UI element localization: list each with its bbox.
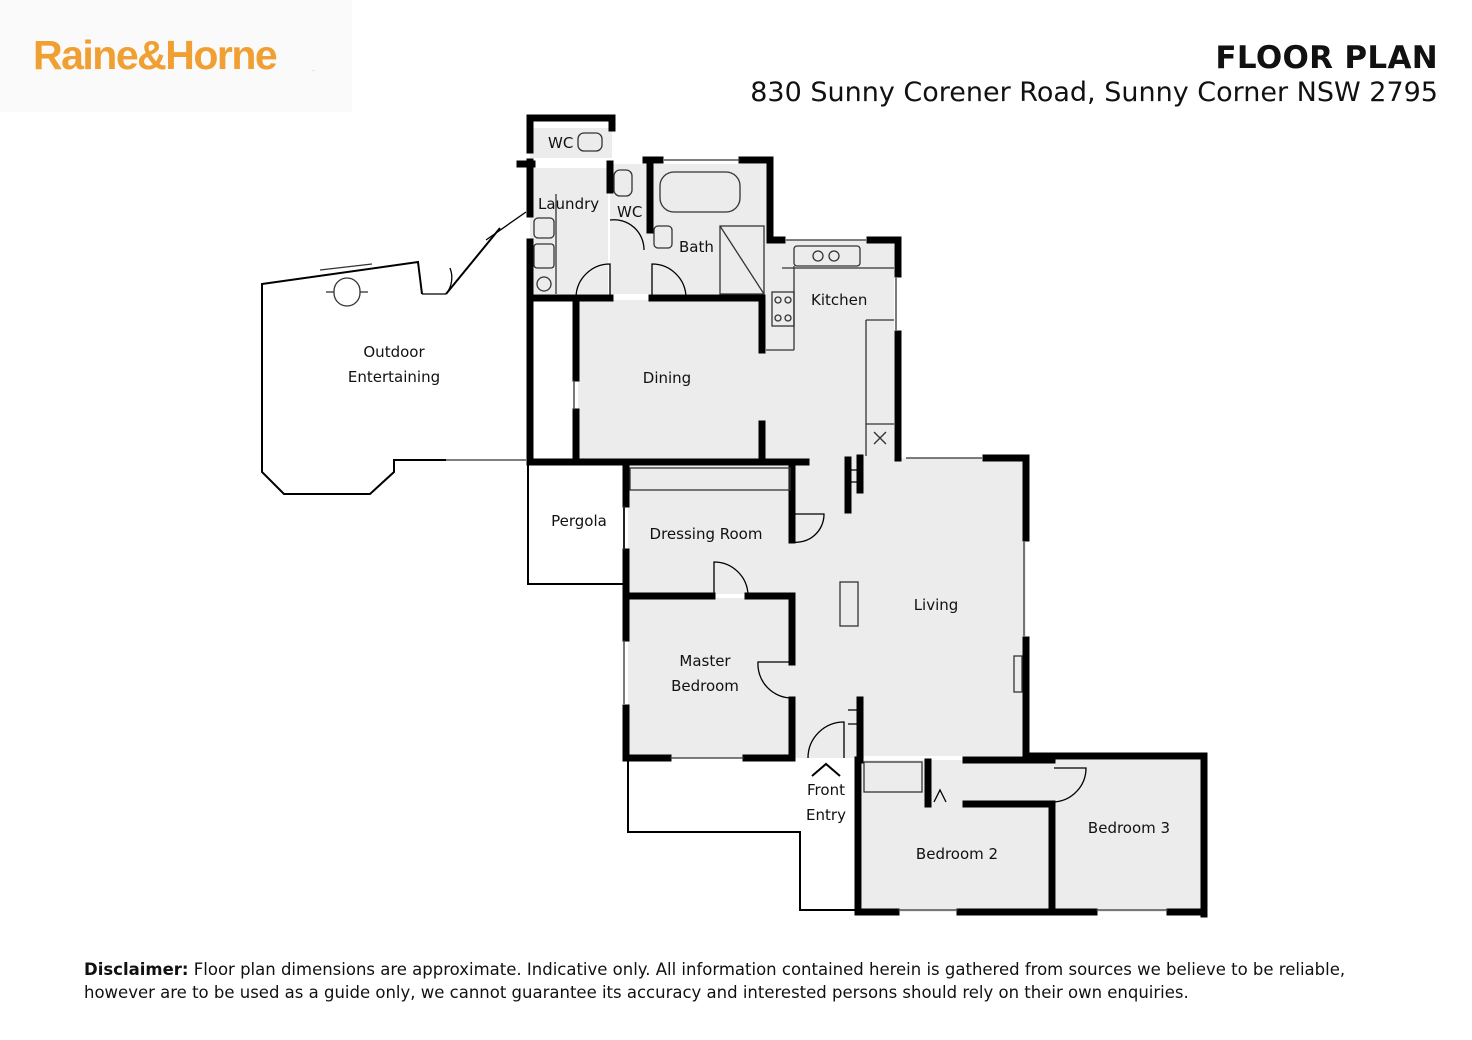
door-outdoor: [422, 268, 452, 294]
label-front-line2: Entry: [806, 806, 846, 824]
disclaimer-label: Disclaimer:: [84, 960, 189, 979]
label-dressing-room: Dressing Room: [649, 525, 763, 543]
label-wc: WC: [617, 203, 643, 221]
label-laundry: Laundry: [538, 195, 600, 213]
floor-bedroom2-top: [862, 760, 1058, 806]
label-bedroom3: Bedroom 3: [1087, 819, 1171, 837]
disclaimer: [84, 958, 1404, 1004]
label-outdoor-line1: Outdoor: [363, 343, 425, 361]
outdoor-right-edge: [446, 228, 500, 294]
label-wc-top: WC: [548, 134, 574, 152]
label-bedroom2: Bedroom 2: [915, 845, 999, 863]
label-dining: Dining: [642, 369, 692, 387]
brand-logo-text: Raine&Horne: [33, 32, 277, 78]
laundry-door: [486, 212, 526, 240]
label-front-line1: Front: [807, 781, 845, 799]
floor-wc-bath: [610, 164, 768, 294]
outdoor-table-icon: [334, 278, 360, 306]
property-address: 830 Sunny Corener Road, Sunny Corner NSW 2795: [750, 77, 1438, 108]
label-pergola: Pergola: [551, 512, 607, 530]
floor-fills: [530, 128, 1202, 912]
front-entry-arrow-icon: [812, 764, 840, 776]
label-outdoor-line2: Entertaining: [347, 368, 441, 386]
label-kitchen: Kitchen: [811, 291, 868, 309]
disclaimer-text: Floor plan dimensions are approximate. Indicative only. All information contained herein is gathered from sources we believe to be reliable, however are to be used as a guide only, we cannot guarantee its accuracy and interested persons should rely on their own enquiries.: [84, 960, 1346, 1002]
page-title: FLOOR PLAN: [1215, 40, 1438, 76]
floor-hall: [792, 462, 864, 758]
label-living: Living: [913, 596, 959, 614]
label-master-line1: Master: [679, 652, 731, 670]
floor-kitchen: [766, 240, 894, 462]
label-master-line2: Bedroom: [671, 677, 739, 695]
floor-laundry: [530, 168, 608, 294]
label-bath: Bath: [679, 238, 714, 256]
brand-logo-mark: .: [312, 64, 315, 73]
